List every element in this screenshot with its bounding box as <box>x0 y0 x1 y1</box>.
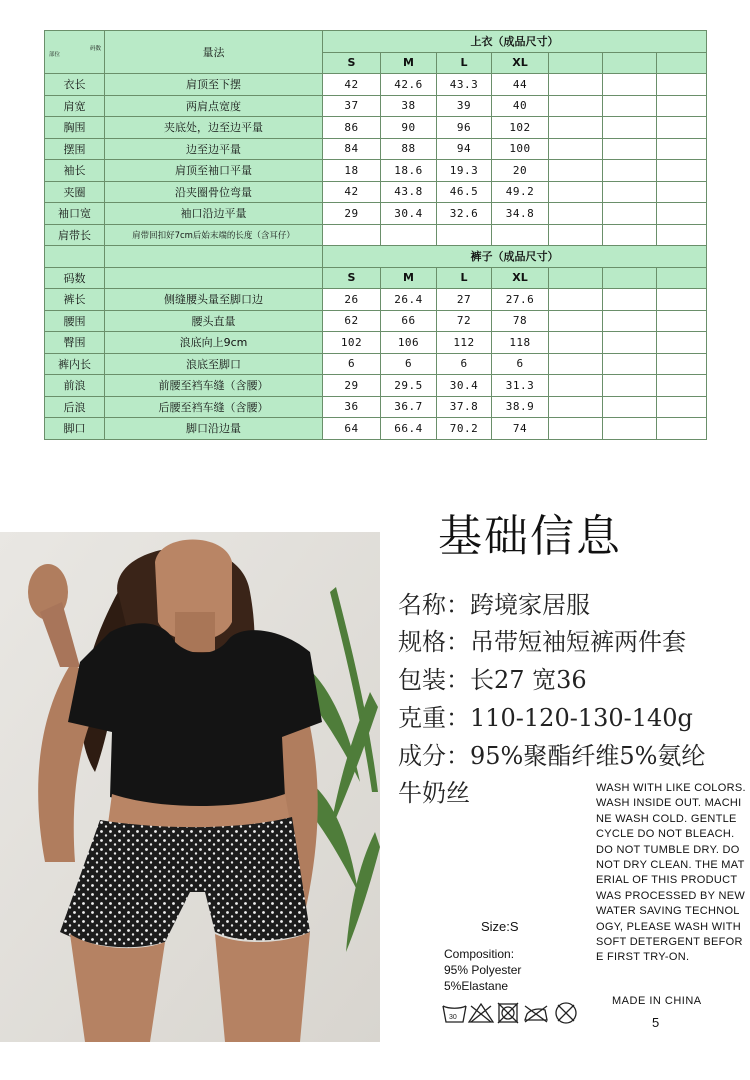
empty-cell <box>603 138 657 160</box>
size-value: 6 <box>492 353 549 375</box>
part-name: 袖长 <box>45 160 105 182</box>
size-value: 19.3 <box>437 160 492 182</box>
size-value: 29 <box>323 203 381 225</box>
size-value: 6 <box>381 353 437 375</box>
size-header-m: M <box>381 267 437 289</box>
part-name: 腰围 <box>45 310 105 332</box>
empty-cell <box>657 267 707 289</box>
empty-cell <box>657 353 707 375</box>
empty-cell <box>603 289 657 311</box>
care-instructions: WASH WITH LIKE COLORS. WASH INSIDE OUT. MACHINE WASH COLD. GENTLE CYCLE DO NOT BLEACH. DO NOT TUMBLE DRY. DO NOT DRY CLEAN. THE MATERIAL OF THIS PRODUCT WAS PROCESSED BY NEW WATER SAVING TECHNOLOGY, PLEASE WASH WITH SOFT DETERGENT BEFORE FIRST TRY-ON. <box>596 782 746 964</box>
table-row <box>45 310 707 332</box>
measure-method: 腰头直量 <box>105 310 323 332</box>
part-name: 胸围 <box>45 117 105 139</box>
size-value <box>437 224 492 246</box>
table-row <box>45 418 707 440</box>
measure-method: 侧缝腰头量至脚口边 <box>105 289 323 311</box>
empty-cell <box>603 74 657 96</box>
size-header-s: S <box>323 52 381 74</box>
empty-cell <box>549 418 603 440</box>
size-value: 29.5 <box>381 375 437 397</box>
size-value: 72 <box>437 310 492 332</box>
size-value: 40 <box>492 95 549 117</box>
info-weight: 克重：110-120-130-140g <box>398 704 693 732</box>
empty-cell <box>603 95 657 117</box>
size-chart-table <box>44 30 707 440</box>
part-name: 肩宽 <box>45 95 105 117</box>
made-in-text: MADE IN CHINA <box>612 995 702 1007</box>
empty-cell <box>603 353 657 375</box>
empty-cell <box>549 74 603 96</box>
size-value: 37.8 <box>437 396 492 418</box>
measure-method: 前腰至裆车缝（含腰） <box>105 375 323 397</box>
part-name: 裤内长 <box>45 353 105 375</box>
size-value: 49.2 <box>492 181 549 203</box>
measure-method: 肩顶至袖口平量 <box>105 160 323 182</box>
size-value: 36.7 <box>381 396 437 418</box>
part-name: 脚口 <box>45 418 105 440</box>
measure-method: 浪底至脚口 <box>105 353 323 375</box>
empty-cell <box>657 224 707 246</box>
empty-cell <box>657 95 707 117</box>
table-row <box>45 95 707 117</box>
size-value: 46.5 <box>437 181 492 203</box>
no-iron-icon <box>525 1006 547 1022</box>
corner-cell <box>45 31 105 74</box>
empty-cell <box>549 117 603 139</box>
size-value: 42 <box>323 74 381 96</box>
table-row <box>45 224 707 246</box>
no-dry-clean-icon <box>556 1003 576 1023</box>
size-value: 88 <box>381 138 437 160</box>
table-row <box>45 353 707 375</box>
size-value: 39 <box>437 95 492 117</box>
empty-cell <box>603 224 657 246</box>
empty-cell <box>603 375 657 397</box>
empty-cell <box>657 138 707 160</box>
table-row <box>45 289 707 311</box>
size-header-xl: XL <box>492 267 549 289</box>
empty-cell <box>549 52 603 74</box>
table-row <box>45 396 707 418</box>
empty-cell <box>603 418 657 440</box>
size-value: 64 <box>323 418 381 440</box>
size-value: 36 <box>323 396 381 418</box>
size-value: 90 <box>381 117 437 139</box>
part-name: 裤长 <box>45 289 105 311</box>
part-name: 衣长 <box>45 74 105 96</box>
size-value: 42.6 <box>381 74 437 96</box>
table-row <box>45 332 707 354</box>
empty-cell <box>657 52 707 74</box>
size-value: 26.4 <box>381 289 437 311</box>
empty-cell <box>549 224 603 246</box>
measure-method: 脚口沿边量 <box>105 418 323 440</box>
size-value: 38.9 <box>492 396 549 418</box>
method-header: 量法 <box>105 31 323 74</box>
size-value <box>323 224 381 246</box>
table-row <box>45 117 707 139</box>
size-value: 37 <box>323 95 381 117</box>
label-composition <box>444 946 521 994</box>
no-tumble-dry-icon <box>498 1003 518 1023</box>
size-value: 84 <box>323 138 381 160</box>
size-value: 30.4 <box>381 203 437 225</box>
table-header-row <box>45 31 707 53</box>
part-name: 夹圈 <box>45 181 105 203</box>
measure-method: 袖口沿边平量 <box>105 203 323 225</box>
info-fabric: 牛奶丝 <box>398 779 470 807</box>
composition-title: Composition: <box>444 947 515 961</box>
table-row <box>45 375 707 397</box>
size-value: 94 <box>437 138 492 160</box>
size-value: 102 <box>323 332 381 354</box>
size-value: 100 <box>492 138 549 160</box>
size-value: 6 <box>323 353 381 375</box>
empty-cell <box>549 160 603 182</box>
size-value: 112 <box>437 332 492 354</box>
measure-method: 浪底向上9cm <box>105 332 323 354</box>
corner-size-label: 码数 <box>89 46 101 52</box>
size-value <box>381 224 437 246</box>
info-packaging: 包装：长27 宽36 <box>398 666 587 694</box>
empty-cell <box>549 332 603 354</box>
size-value: 102 <box>492 117 549 139</box>
empty-cell <box>549 181 603 203</box>
empty-cell <box>657 310 707 332</box>
size-header-m: M <box>381 52 437 74</box>
info-name: 名称：跨境家居服 <box>398 591 590 619</box>
size-header-s: S <box>323 267 381 289</box>
empty-cell <box>657 289 707 311</box>
part-name: 肩带长 <box>45 224 105 246</box>
size-header-xl: XL <box>492 52 549 74</box>
empty-cell <box>603 52 657 74</box>
empty-cell <box>549 203 603 225</box>
part-name: 臀围 <box>45 332 105 354</box>
composition-line-2: 5%Elastane <box>444 979 509 993</box>
size-value: 20 <box>492 160 549 182</box>
size-value: 106 <box>381 332 437 354</box>
empty-cell <box>603 203 657 225</box>
empty-cell <box>603 117 657 139</box>
size-value: 74 <box>492 418 549 440</box>
measure-method: 肩带回扣好7cm后始末端的长度（含耳仔） <box>105 224 323 246</box>
empty-cell <box>549 95 603 117</box>
size-value: 27 <box>437 289 492 311</box>
size-value: 43.3 <box>437 74 492 96</box>
empty-cell <box>603 267 657 289</box>
size-value: 70.2 <box>437 418 492 440</box>
size-value: 96 <box>437 117 492 139</box>
empty-cell <box>549 289 603 311</box>
label-size: Size:S <box>481 919 519 934</box>
size-value <box>492 224 549 246</box>
empty-cell <box>549 310 603 332</box>
size-value: 29 <box>323 375 381 397</box>
composition-line-1: 95% Polyester <box>444 963 522 977</box>
table-row <box>45 203 707 225</box>
empty-cell <box>105 246 323 268</box>
empty-cell <box>657 396 707 418</box>
empty-cell <box>657 181 707 203</box>
size-value: 34.8 <box>492 203 549 225</box>
empty-cell <box>45 246 105 268</box>
size-header-l: L <box>437 52 492 74</box>
empty-cell <box>657 375 707 397</box>
measure-method: 沿夹圈骨位弯量 <box>105 181 323 203</box>
empty-cell <box>549 375 603 397</box>
size-value: 26 <box>323 289 381 311</box>
pants-size-label: 码数 <box>45 267 105 289</box>
size-value: 32.6 <box>437 203 492 225</box>
table-section-row <box>45 246 707 268</box>
size-value: 18.6 <box>381 160 437 182</box>
size-value: 31.3 <box>492 375 549 397</box>
table-size-row <box>45 267 707 289</box>
corner-part-label: 部位 <box>49 52 61 58</box>
wash-30-icon <box>443 1006 466 1022</box>
size-value: 86 <box>323 117 381 139</box>
svg-text:30: 30 <box>449 1014 457 1021</box>
part-name: 后浪 <box>45 396 105 418</box>
measure-method: 两肩点宽度 <box>105 95 323 117</box>
size-value: 30.4 <box>437 375 492 397</box>
size-value: 44 <box>492 74 549 96</box>
empty-cell <box>657 160 707 182</box>
size-value: 18 <box>323 160 381 182</box>
empty-cell <box>657 418 707 440</box>
empty-cell <box>603 396 657 418</box>
measure-method: 夹底处，边至边平量 <box>105 117 323 139</box>
size-value: 66 <box>381 310 437 332</box>
empty-cell <box>603 310 657 332</box>
empty-cell <box>549 267 603 289</box>
empty-cell <box>657 117 707 139</box>
info-composition: 成分：95%聚酯纤维5%氨纶 <box>398 742 706 770</box>
table-row <box>45 181 707 203</box>
table-row <box>45 74 707 96</box>
part-name: 袖口宽 <box>45 203 105 225</box>
part-name: 摆围 <box>45 138 105 160</box>
table-row <box>45 160 707 182</box>
no-bleach-icon <box>469 1004 493 1022</box>
part-name: 前浪 <box>45 375 105 397</box>
size-header-l: L <box>437 267 492 289</box>
empty-cell <box>549 353 603 375</box>
size-value: 38 <box>381 95 437 117</box>
top-section-title: 上衣（成品尺寸） <box>323 31 707 53</box>
size-value: 66.4 <box>381 418 437 440</box>
info-title: 基础信息 <box>438 511 622 562</box>
info-spec: 规格：吊带短袖短裤两件套 <box>398 628 686 656</box>
size-value: 118 <box>492 332 549 354</box>
table-row <box>45 138 707 160</box>
measure-method: 边至边平量 <box>105 138 323 160</box>
size-value: 27.6 <box>492 289 549 311</box>
size-value: 42 <box>323 181 381 203</box>
label-number: 5 <box>652 1015 660 1030</box>
empty-cell <box>657 203 707 225</box>
empty-cell <box>549 138 603 160</box>
size-value: 78 <box>492 310 549 332</box>
measure-method: 后腰至裆车缝（含腰） <box>105 396 323 418</box>
empty-cell <box>657 74 707 96</box>
size-value: 43.8 <box>381 181 437 203</box>
empty-cell <box>603 160 657 182</box>
pants-section-title: 裤子（成品尺寸） <box>323 246 707 268</box>
empty-cell <box>603 332 657 354</box>
empty-cell <box>603 181 657 203</box>
care-icons <box>441 1000 586 1026</box>
empty-cell <box>105 267 323 289</box>
empty-cell <box>549 396 603 418</box>
product-photo <box>0 532 380 1042</box>
size-value: 62 <box>323 310 381 332</box>
size-value: 6 <box>437 353 492 375</box>
measure-method: 肩顶至下摆 <box>105 74 323 96</box>
empty-cell <box>657 332 707 354</box>
